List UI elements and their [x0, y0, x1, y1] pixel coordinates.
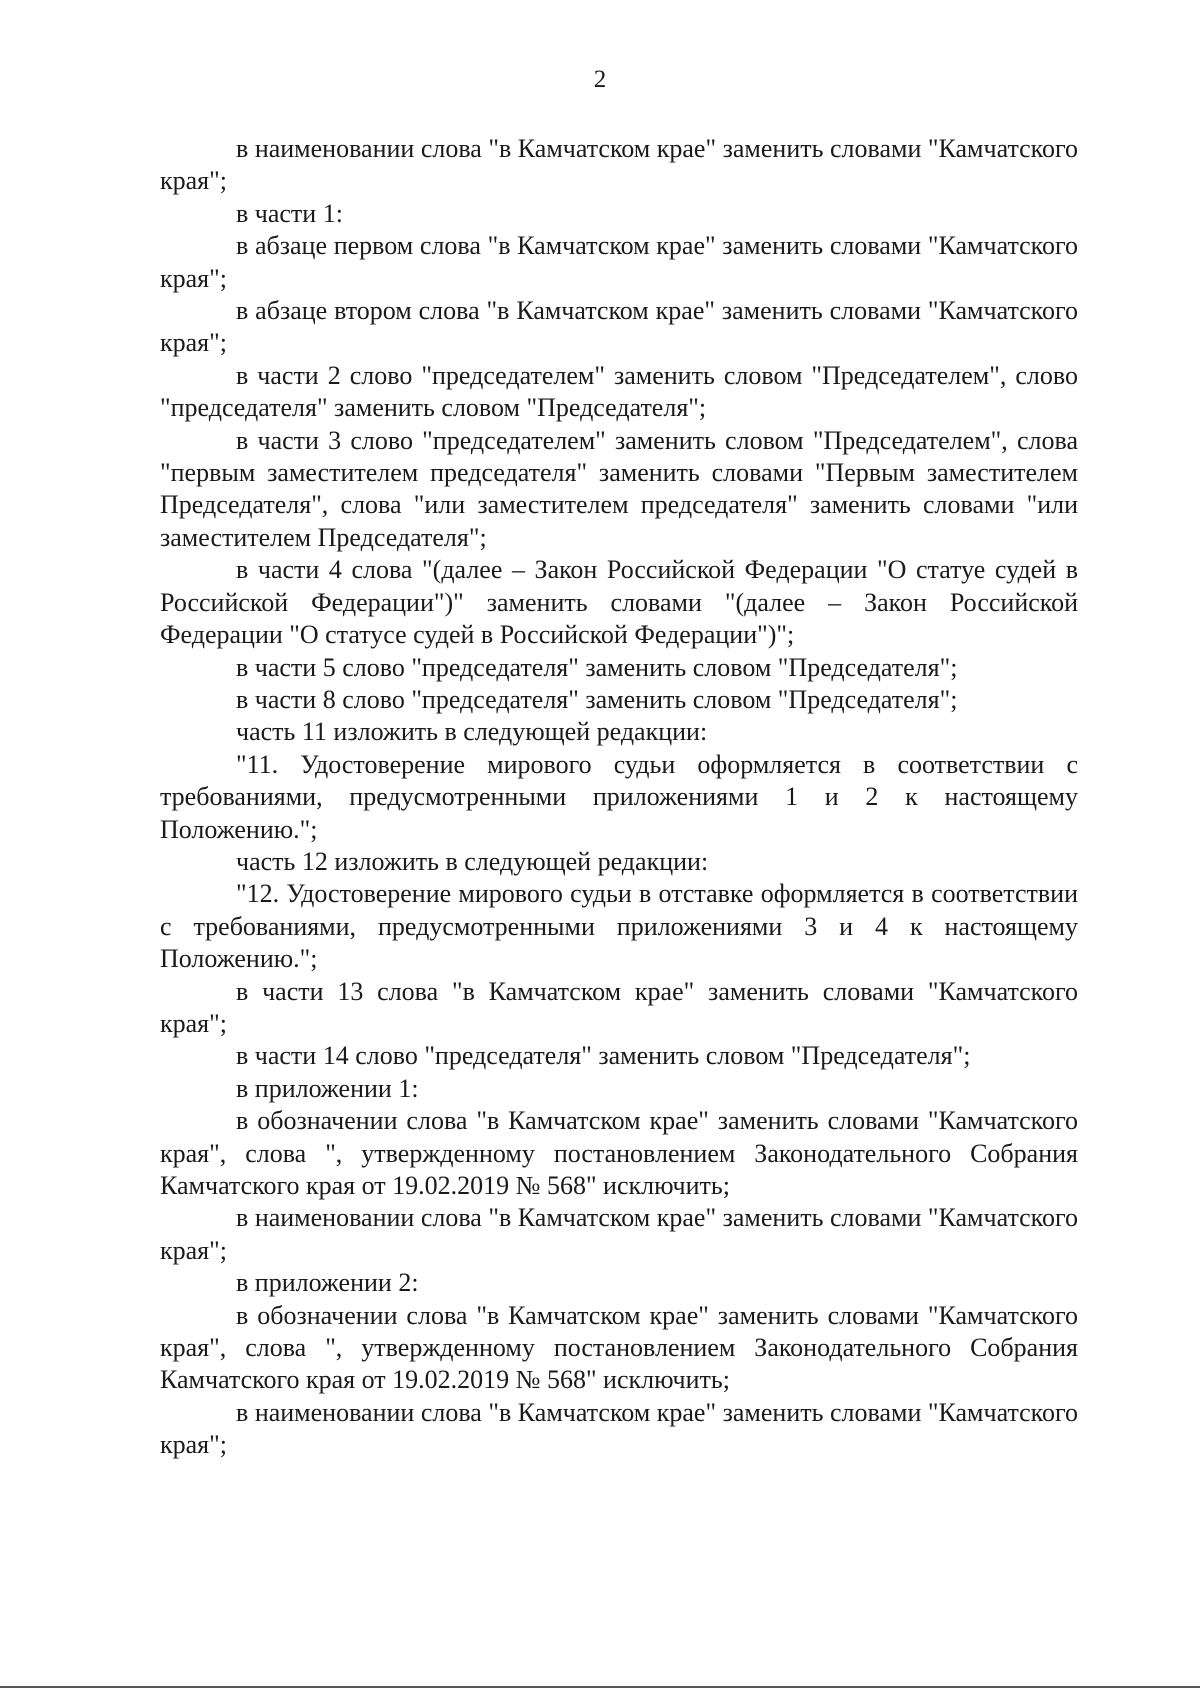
paragraph: в абзаце втором слова "в Камчатском крае" заменить словами "Камчатского края"; — [160, 296, 1078, 358]
paragraph: в части 4 слова "(далее – Закон Российской Федерации "О статуе судей в Российской Федерации")" заменить словами "(далее – Закон Российской Федерации "О статусе судей в Российской Федерации")"; — [160, 555, 1078, 650]
paragraph: в части 14 слово "председателя" заменить словом "Председателя"; — [236, 1041, 971, 1071]
paragraph: "11. Удостоверение мирового судьи оформляется в соответствии с требованиями, предусмотренными приложениями 1 и 2 к настоящему Положению."; — [160, 749, 1078, 844]
paragraph: в обозначении слова "в Камчатском крае" заменить словами "Камчатского края", слова ", утвержденному постановлением Законодательного Собрания Камчатского края от 19.02.2019 № 568" исключить; — [160, 1300, 1078, 1395]
paragraph: в наименовании слова "в Камчатском крае" заменить словами "Камчатского края"; — [160, 134, 1078, 196]
paragraph: в приложении 1: — [236, 1073, 419, 1103]
paragraph: в наименовании слова "в Камчатском крае" заменить словами "Камчатского края"; — [160, 1397, 1078, 1460]
paragraph: в абзаце первом слова "в Камчатском крае" заменить словами "Камчатского края"; — [160, 231, 1078, 293]
paragraph: в части 13 слова "в Камчатском крае" заменить словами "Камчатского края"; — [160, 976, 1078, 1038]
paragraph: в приложении 2: — [236, 1268, 419, 1298]
document-body — [160, 133, 1078, 1462]
page-bottom-rule — [0, 1686, 1200, 1688]
paragraph: в части 5 слово "председателя" заменить словом "Председателя"; — [236, 652, 958, 682]
paragraph: часть 12 изложить в следующей редакции: — [236, 846, 709, 876]
paragraph: в части 2 слово "председателем" заменить словом "Председателем", слово "председателя" заменить словом "Председателя"; — [160, 360, 1078, 423]
paragraph: в части 1: — [236, 198, 343, 228]
paragraph: в части 8 слово "председателя" заменить словом "Председателя"; — [236, 684, 958, 714]
paragraph: в обозначении слова "в Камчатском крае" заменить словами "Камчатского края", слова ", утвержденному постановлением Законодательного Собрания Камчатского края от 19.02.2019 № 568" исключить; — [160, 1106, 1078, 1200]
paragraph: в наименовании слова "в Камчатском крае" заменить словами "Камчатского края"; — [160, 1203, 1078, 1265]
paragraph: "12. Удостоверение мирового судьи в отставке оформляется в соответствии с требованиями, предусмотренными приложениями 3 и 4 к настоящему Положению."; — [160, 879, 1078, 974]
paragraph: в части 3 слово "председателем" заменить словом "Председателем", слова "первым заместителем председателя" заменить словами "Первым заместителем Председателя", слова "или заместителем председателя" заменить словами "или заместителем Председателя"; — [160, 425, 1078, 552]
paragraph: часть 11 изложить в следующей редакции: — [236, 717, 708, 747]
page-number: 2 — [593, 66, 607, 93]
